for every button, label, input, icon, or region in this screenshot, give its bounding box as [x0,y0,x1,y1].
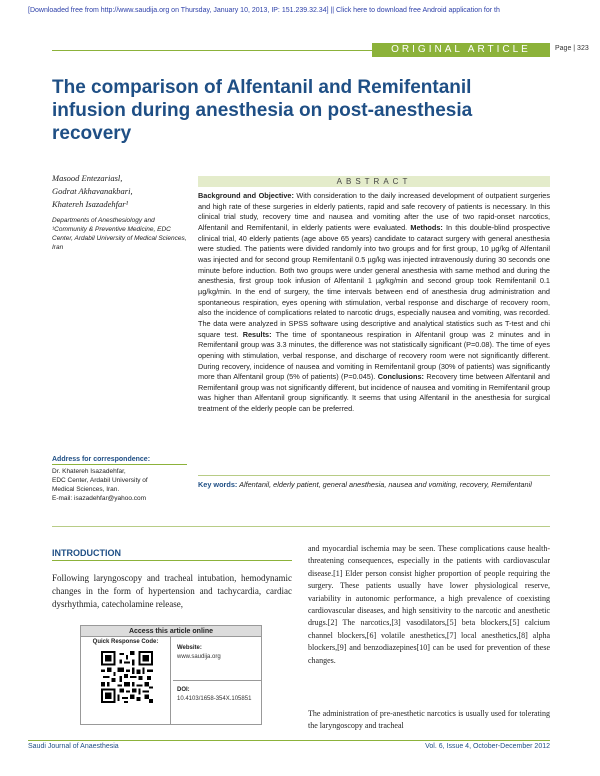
page-number: Page | 323 [555,45,589,52]
doi-value[interactable]: 10.4103/1658-354X.105851 [177,696,252,702]
correspondence-line: EDC Center, Ardabil University of [52,477,148,484]
website-row [177,645,261,660]
access-info-column [173,637,261,724]
abstract-conclusions-heading: Conclusions: [377,372,424,382]
qr-column [81,637,171,724]
abstract-heading: ABSTRACT [198,176,550,187]
author: Masood Entezariasl, [52,173,123,183]
intro-paragraph-left: Following laryngoscopy and tracheal intubation, hemodynamic changes in the form of hypertension and tachycardia, cardiac dysrhythmia, catecholamine release, [52,573,292,609]
author: Khatereh Isazadehfar¹ [52,199,129,209]
keywords-text: Alfentanil, elderly patient, general anesthesia, nausea and vomiting, recovery, Remifentanil [237,480,532,489]
abstract-background-heading: Background and Objective: [198,191,294,200]
keywords-label: Key words: [198,480,238,489]
correspondence-email[interactable]: E-mail: isazadehfar@yahoo.com [52,495,147,502]
header-rule [52,50,372,51]
website-link[interactable]: www.saudija.org [177,654,221,660]
correspondence-block [52,456,187,503]
correspondence-line: Dr. Khatereh Isazadehfar, [52,468,126,475]
abstract-results-text: The time of spontaneous respiration in Alfentanil group was 2 minutes and in Remifentanil group was 3.3 minutes, the difference was not statistically significant (P=0.08). The time of eyes opening with stimulation, verbal response, and discharge of recovery room were not significantly different. During recovery, incidence of nausea and vomiting in Remifentanil group (30% of patients) was significantly more than Alfentanil group (5% of patients) (P=0.045). [198,329,550,382]
footer-journal: Saudi Journal of Anaesthesia [28,743,119,750]
section-label: ORIGINAL ARTICLE [372,43,550,57]
abstract-background-text: With consideration to the daily increased development of outpatient surgeries and high rate of these surgeries in elderly patients, rapid and safe recovery of patients is necessary. In this clinical trial study, recovery time and nausea and vomiting after the use of two rapid-onset narcotics, Alfentanil and Remifentanil, in elderly patients were evaluated. [198,191,550,232]
abstract-methods-text: In this double-blind prospective clinical trial, 40 elderly patients (age above 65 years) candidate to cataract surgery with general anesthesia were studied. The patients were divided randomly into two groups and for first group, 10 µg/kg of Alfentanil was injected and for second group Remifentanil 0.5 µg/kg was injected intravenously during 30 seconds one minute before induction. Both two groups were under general anesthesia with same method and during the anesthesia, first group took infusion of Alfentanil 1 µg/kg/min and second group took Remifentanil 0.1 µg/kg/min. In the end of surgery, the time intervals between end of anesthesia drug administration and spontaneous respiration, eyes opening with stimulation, verbal response and discharge of recovery room, also the incidence of complications related to narcotic drugs, especially nausea and vomiting, was recorded. The data were analyzed in SPSS software using descriptive and analytical statistics such as T-test and chi square test. [198,222,550,339]
section-divider [52,526,550,527]
website-label: Website: [177,645,202,651]
author-list [52,172,192,211]
article-title: The comparison of Alfentanil and Remifentanil infusion during anesthesia on post-anesthesia recovery [52,77,473,144]
download-banner[interactable]: [Downloaded free from http://www.saudija.org on Thursday, January 10, 2013, IP: 151.239.32.34] || Click here to download free Android application for th [0,0,600,22]
footer-rule [28,740,550,741]
access-online-box [80,625,262,725]
abstract-conclusions-text: Recovery time between Alfentanil and Remifentanil group was not significantly different, but incidence of nausea and vomiting in Remifentanil group was higher than Alfentanil group significantly. It seems that using Alfentanil in the anesthesia for surgical treatment of the elderly people can be preferred. [198,372,550,414]
intro-paragraph-right-2: The administration of pre-anesthetic narcotics is usually used for tolerating the laryngoscopy and tracheal [308,709,550,731]
qr-code-icon[interactable] [101,651,153,703]
keywords-rule [198,475,550,476]
abstract-body [198,191,550,471]
correspondence-label: Address for correspondence: [52,456,187,465]
intro-paragraph-right: and myocardial ischemia may be seen. These complications cause health-threatening consequences, especially in the patients with cardiovascular disease.[1] Elder person consist higher proportion of people requiring the surgery. These patients usually have lower physiological reserve, variability in autonomic performance, a high prevalence of coexisting cardiovascular diseases, and high sensitivity to the narcotic and anesthetic drugs.[2] The narcotics,[3] vasodilators,[5] beta blockers,[5] calcium channel blockers,[6] volatile anesthetics,[7] local anesthetics,[8] alpha blockers,[9] and benzodiazepines[10] can be used for prevention of these changes. [308,544,550,665]
footer-issue: Vol. 6, Issue 4, October-December 2012 [425,743,550,750]
access-heading: Access this article online [81,626,261,637]
keywords [198,480,550,491]
doi-row [177,687,261,702]
abstract-results-heading: Results: [242,329,272,339]
introduction-heading: INTRODUCTION [52,548,292,561]
doi-label: DOI: [177,687,190,693]
abstract-methods-heading: Methods: [410,222,443,232]
access-info-divider [173,680,261,681]
author: Godrat Akhavanakbari, [52,186,133,196]
affiliation: Departments of Anesthesiology and ¹Community & Preventive Medicine, EDC Center, Ardabil University of Medical Sciences, Iran [52,217,187,251]
correspondence-line: Medical Sciences, Iran. [52,486,120,493]
qr-label: Quick Response Code: [92,639,159,645]
